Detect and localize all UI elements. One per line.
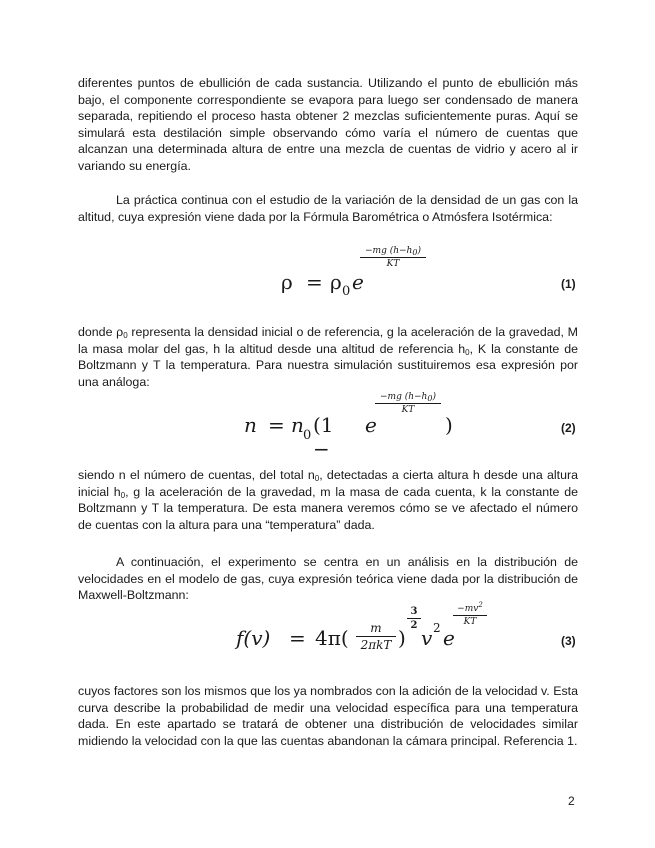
eq2-exp-denominator: KT bbox=[401, 405, 415, 415]
eq2-exponent-fraction bbox=[375, 392, 441, 415]
eq3-number: (3) bbox=[561, 634, 576, 648]
eq3-equals: = bbox=[289, 626, 306, 650]
eq3-frac-numerator: m bbox=[356, 621, 396, 637]
eq1-exp-denominator: KT bbox=[386, 259, 400, 269]
eq2-n0-sub: 0 bbox=[303, 428, 312, 443]
eq3-coef: 4π( bbox=[315, 626, 349, 650]
eq3-pow-numerator: 3 bbox=[407, 606, 421, 619]
eq3-exp-numerator: $-mv^2$ bbox=[453, 604, 487, 616]
eq1-lhs: ρ bbox=[281, 270, 293, 294]
eq1-rho0: ρ bbox=[330, 270, 342, 294]
eq1-exp-numerator: −mg $(h-h_0)$ bbox=[360, 246, 426, 258]
eq3-base-e: e bbox=[443, 626, 455, 650]
paragraph-maxwell-description: cuyos factores son los mismos que los ya nombrados con la adición de la velocidad v. Esta curva describe la probabilidad de medir una velocidad específica para una temperatura dada. En este apartado se tratará de obtener una distribución de velocidades similar midiendo la velocidad con la que las cuentas abandonan la cámara principal. Referencia 1. bbox=[78, 684, 578, 748]
eq1-exponent-fraction bbox=[360, 246, 426, 269]
eq2-n0: n bbox=[291, 413, 304, 437]
paragraph-barometric-definitions: donde $\rho_0$ representa la densidad inicial o de referencia, g la aceleración de la gravedad, M la masa molar del gas, h la altitud desde una altitud de referencia $h_0$, K la constante de Boltzmann y T la temperatura. Para nuestra simulación sustituiremos esa expresión por una análoga: bbox=[78, 325, 578, 389]
page-number: 2 bbox=[568, 794, 575, 808]
paragraph-analog-definitions: siendo n el número de cuentas, del total $n_0$, detectadas a cierta altura h desde una altura inicial $h_0$, g la aceleración de la gravedad, m la masa de cada cuenta, k la constante de Boltzmann y T la temperatura. De esta manera veremos cómo se ve afectado el número de cuentas con la altura para una “temperatura” dada. bbox=[78, 468, 578, 532]
eq3-power-fraction bbox=[407, 606, 421, 631]
eq3-exponent-fraction bbox=[453, 601, 487, 627]
eq2-close: ) bbox=[445, 413, 453, 437]
eq3-v-power: 2 bbox=[433, 621, 441, 635]
eq2-open: (1 − bbox=[313, 413, 334, 461]
eq3-exp-denominator: KT bbox=[463, 617, 477, 627]
paragraph-barometric-intro: La práctica continua con el estudio de la variación de la densidad de un gas con la altitud, cuya expresión viene dada por la Fórmula Barométrica o Atmósfera Isotérmica: bbox=[78, 193, 578, 224]
eq3-pow-denominator: 2 bbox=[410, 620, 418, 631]
eq1-number: (1) bbox=[561, 277, 576, 291]
eq3-lhs: f(v) bbox=[236, 626, 271, 650]
eq1-rho0-sub: 0 bbox=[342, 284, 351, 299]
eq2-number: (2) bbox=[561, 421, 576, 435]
eq3-v: v bbox=[421, 626, 433, 650]
eq3-mass-fraction bbox=[356, 621, 396, 652]
eq2-lhs: n bbox=[244, 413, 257, 437]
eq2-exp-numerator: −mg $(h-h_0)$ bbox=[375, 392, 441, 404]
paragraph-maxwell-intro: A continuación, el experimento se centra en un análisis en la distribución de velocidades en el modelo de gas, cuya expresión teórica viene dada por la distribución de Maxwell-Boltzmann: bbox=[78, 555, 578, 603]
eq1-base-e: e bbox=[352, 270, 364, 294]
eq1-equals: = bbox=[306, 270, 323, 294]
paragraph-distillation: diferentes puntos de ebullición de cada sustancia. Utilizando el punto de ebullición más bajo, el componente correspondiente se evapora para luego ser condensado de manera separada, repitiendo el proceso hasta obtener 2 mezclas suficientemente puras. Aquí se simulará esta destilación simple observando cómo varía el número de cuentas que alcanzan una determinada altura de entre una mezcla de cuentas de vidrio y acero al ir variando su energía. bbox=[78, 76, 578, 173]
eq2-base-e: e bbox=[365, 413, 377, 437]
eq3-frac-denominator: 2πkT bbox=[360, 638, 392, 652]
eq3-close: ) bbox=[398, 626, 406, 650]
eq2-equals: = bbox=[268, 413, 285, 437]
